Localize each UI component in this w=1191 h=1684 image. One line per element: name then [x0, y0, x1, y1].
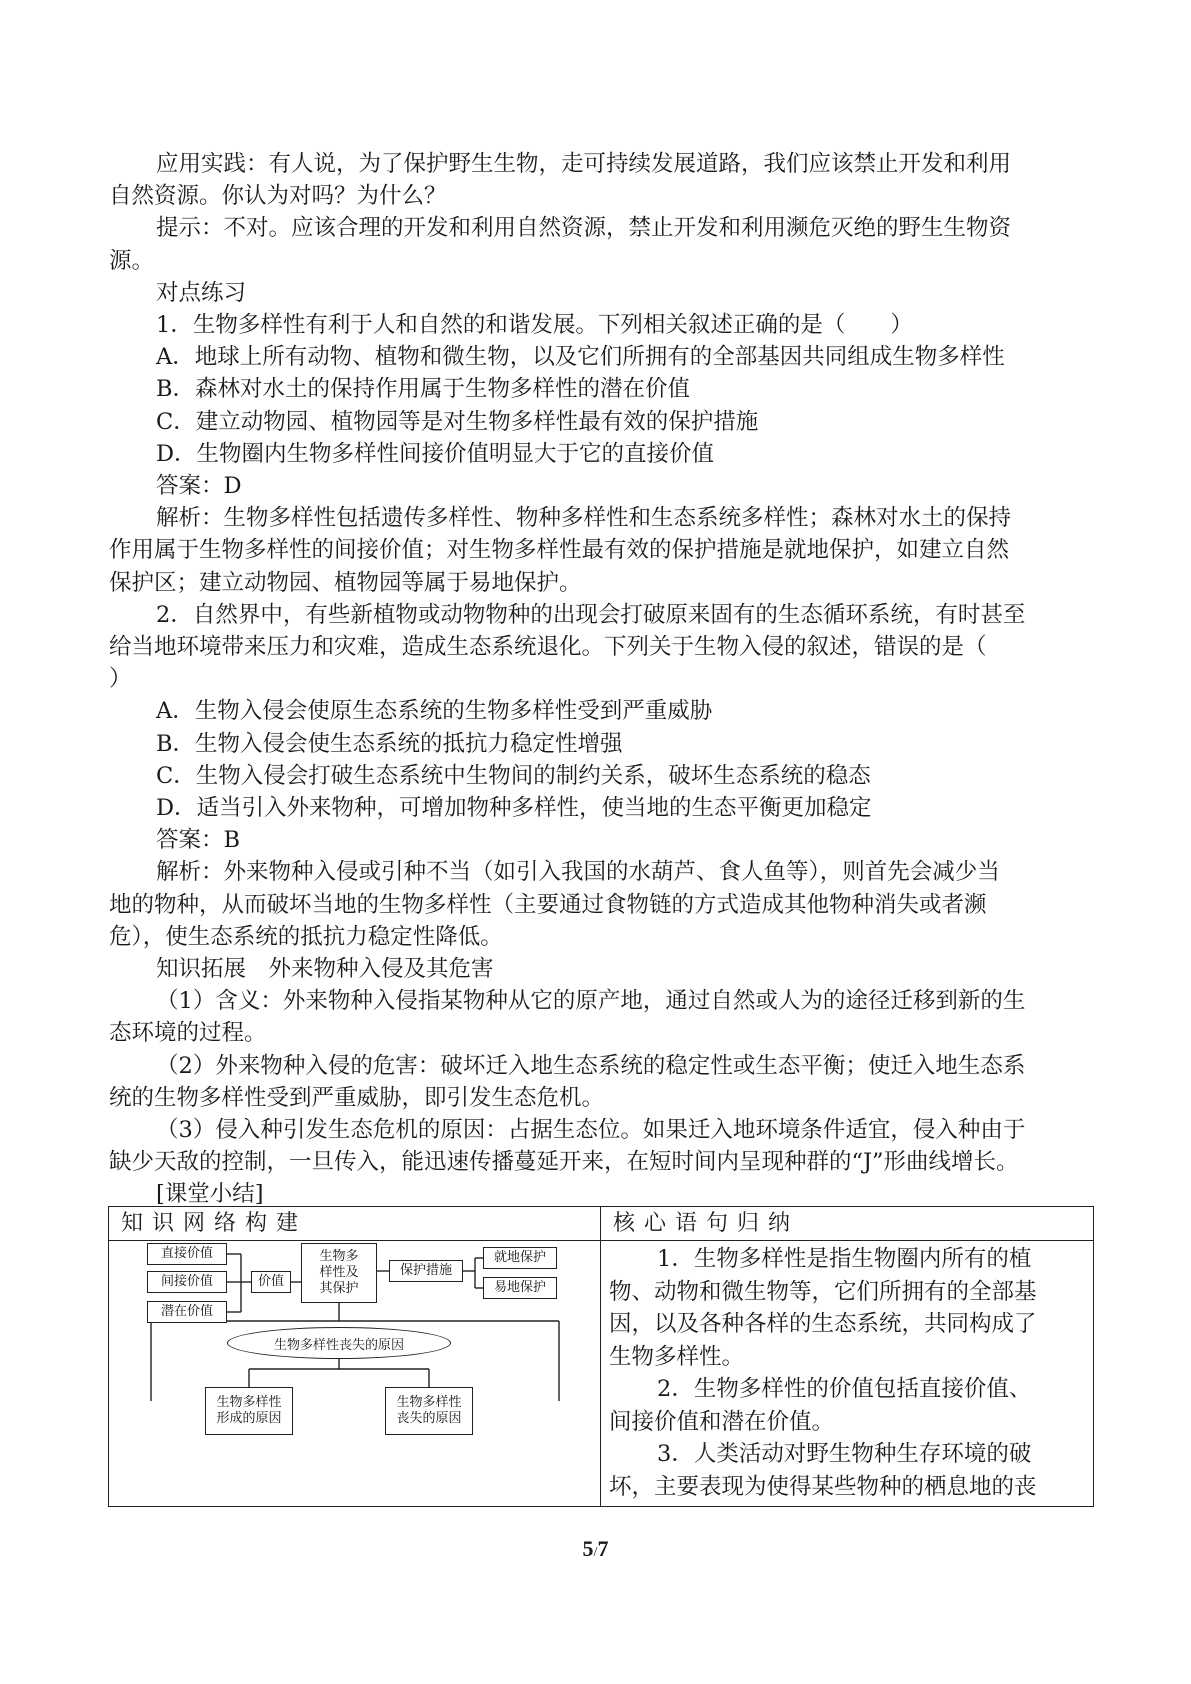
diagram-in-situ: 就地保护	[483, 1247, 557, 1269]
diagram-potential-value: 潜在价值	[147, 1301, 227, 1323]
core-line: 生物多样性。	[609, 1343, 745, 1370]
core-line: 因，以及各种各样的生态系统，共同构成了	[609, 1311, 1037, 1337]
core-sentences-text	[601, 1241, 1093, 1506]
core-sentences	[601, 1241, 1094, 1507]
diagram-value: 价值	[251, 1271, 291, 1293]
body-line: B．森林对水土的保持作用属于生物多样性的潜在价值	[156, 376, 691, 403]
body-line: 自然资源。你认为对吗？为什么？	[109, 183, 447, 210]
body-line: 知识拓展 外来物种入侵及其危害	[156, 956, 494, 982]
body-line: （2）外来物种入侵的危害：破坏迁入地生态系统的稳定性或生态平衡；使迁入地生态系	[156, 1052, 1026, 1079]
core-line: 物、动物和微生物等，它们所拥有的全部基	[609, 1278, 1037, 1305]
body-line: A．生物入侵会使原生态系统的生物多样性受到严重威胁	[156, 698, 713, 725]
core-line: 2．生物多样性的价值包括直接价值、	[657, 1376, 1032, 1402]
body-line: 源。	[109, 247, 155, 274]
knowledge-network-diagram	[109, 1241, 601, 1507]
core-line: 1．生物多样性是指生物圈内所有的植	[657, 1246, 1032, 1272]
body-line: 解析：外来物种入侵或引种不当（如引入我国的水葫芦、食人鱼等），则首先会减少当	[156, 859, 1000, 886]
diagram-loss-reason: 生物多样性 丧失的原因	[385, 1387, 473, 1435]
diagram-indirect-value: 间接价值	[147, 1271, 227, 1293]
body-line: 保护区；建立动物园、植物园等属于易地保护。	[109, 569, 582, 596]
core-line: 坏，主要表现为使得某些物种的栖息地的丧	[609, 1473, 1037, 1500]
body-line: 2．自然界中，有些新植物或动物物种的出现会打破原来固有的生态循环系统，有时甚至	[156, 601, 1026, 628]
body-line: [课堂小结]	[156, 1181, 264, 1208]
body-line: 对点练习	[156, 279, 247, 306]
body-line: （3）侵入种引发生态危机的原因：占据生态位。如果迁入地环境条件适宜，侵入种由于	[156, 1117, 1026, 1143]
body-line: C．生物入侵会打破生态系统中生物间的制约关系，破坏生态系统的稳态	[156, 762, 871, 789]
body-line: 答案：B	[156, 827, 241, 854]
body-line: ）	[109, 666, 132, 693]
body-line: 应用实践：有人说，为了保护野生生物，走可持续发展道路，我们应该禁止开发和利用	[156, 151, 1012, 177]
core-line: 3．人类活动对野生物种生存环境的破	[657, 1441, 1032, 1467]
body-line: 答案：D	[156, 473, 242, 499]
diagram-formation-reason: 生物多样性 形成的原因	[205, 1387, 293, 1435]
body-line: 缺少天敌的控制，一旦传入，能迅速传播蔓延开来，在短时间内呈现种群的“J”形曲线增长。	[109, 1149, 1019, 1176]
summary-table	[108, 1206, 1094, 1507]
body-line: D．生物圈内生物多样性间接价值明显大于它的直接价值	[156, 440, 715, 467]
body-line: B．生物入侵会使生态系统的抵抗力稳定性增强	[156, 730, 623, 757]
diagram-direct-value: 直接价值	[147, 1243, 227, 1265]
diagram-protection-measures: 保护措施	[389, 1260, 463, 1282]
core-line: 间接价值和潜在价值。	[609, 1408, 835, 1435]
body-line: 提示：不对。应该合理的开发和利用自然资源，禁止开发和利用濒危灭绝的野生生物资	[156, 215, 1012, 242]
body-line: 危），使生态系统的抵抗力稳定性降低。	[109, 923, 503, 950]
table-header-knowledge-network: 知识网络构建	[109, 1207, 601, 1241]
body-line: 地的物种，从而破坏当地的生物多样性（主要通过食物链的方式造成其他物种消失或者濒	[109, 891, 987, 918]
body-line: 解析：生物多样性包括遗传多样性、物种多样性和生态系统多样性；森林对水土的保持	[156, 505, 1012, 532]
body-line: 给当地环境带来压力和灾难，造成生态系统退化。下列关于生物入侵的叙述，错误的是（	[109, 634, 987, 660]
diagram-center-node: 生物多 样性及 其保护	[301, 1243, 377, 1303]
body-line: 统的生物多样性受到严重威胁，即引发生态危机。	[109, 1084, 605, 1111]
body-line: A．地球上所有动物、植物和微生物，以及它们所拥有的全部基因共同组成生物多样性	[156, 344, 1005, 371]
body-line: （1）含义：外来物种入侵指某物种从它的原产地，通过自然或人为的途径迁移到新的生	[156, 988, 1026, 1015]
body-line: 作用属于生物多样性的间接价值；对生物多样性最有效的保护措施是就地保护，如建立自然	[109, 537, 1010, 564]
body-line: 1．生物多样性有利于人和自然的和谐发展。下列相关叙述正确的是（ ）	[156, 312, 913, 338]
body-line: 态环境的过程。	[109, 1020, 267, 1047]
diagram-ex-situ: 易地保护	[483, 1277, 557, 1299]
page-number: 5/7	[582, 1536, 609, 1561]
table-header-core-sentences: 核心语句归纳	[601, 1207, 1094, 1241]
body-line: C．建立动物园、植物园等是对生物多样性最有效的保护措施	[156, 408, 759, 435]
body-line: D．适当引入外来物种，可增加物种多样性，使当地的生态平衡更加稳定	[156, 795, 872, 821]
diagram-loss-reason-ellipse: 生物多样性丧失的原因	[227, 1327, 451, 1359]
